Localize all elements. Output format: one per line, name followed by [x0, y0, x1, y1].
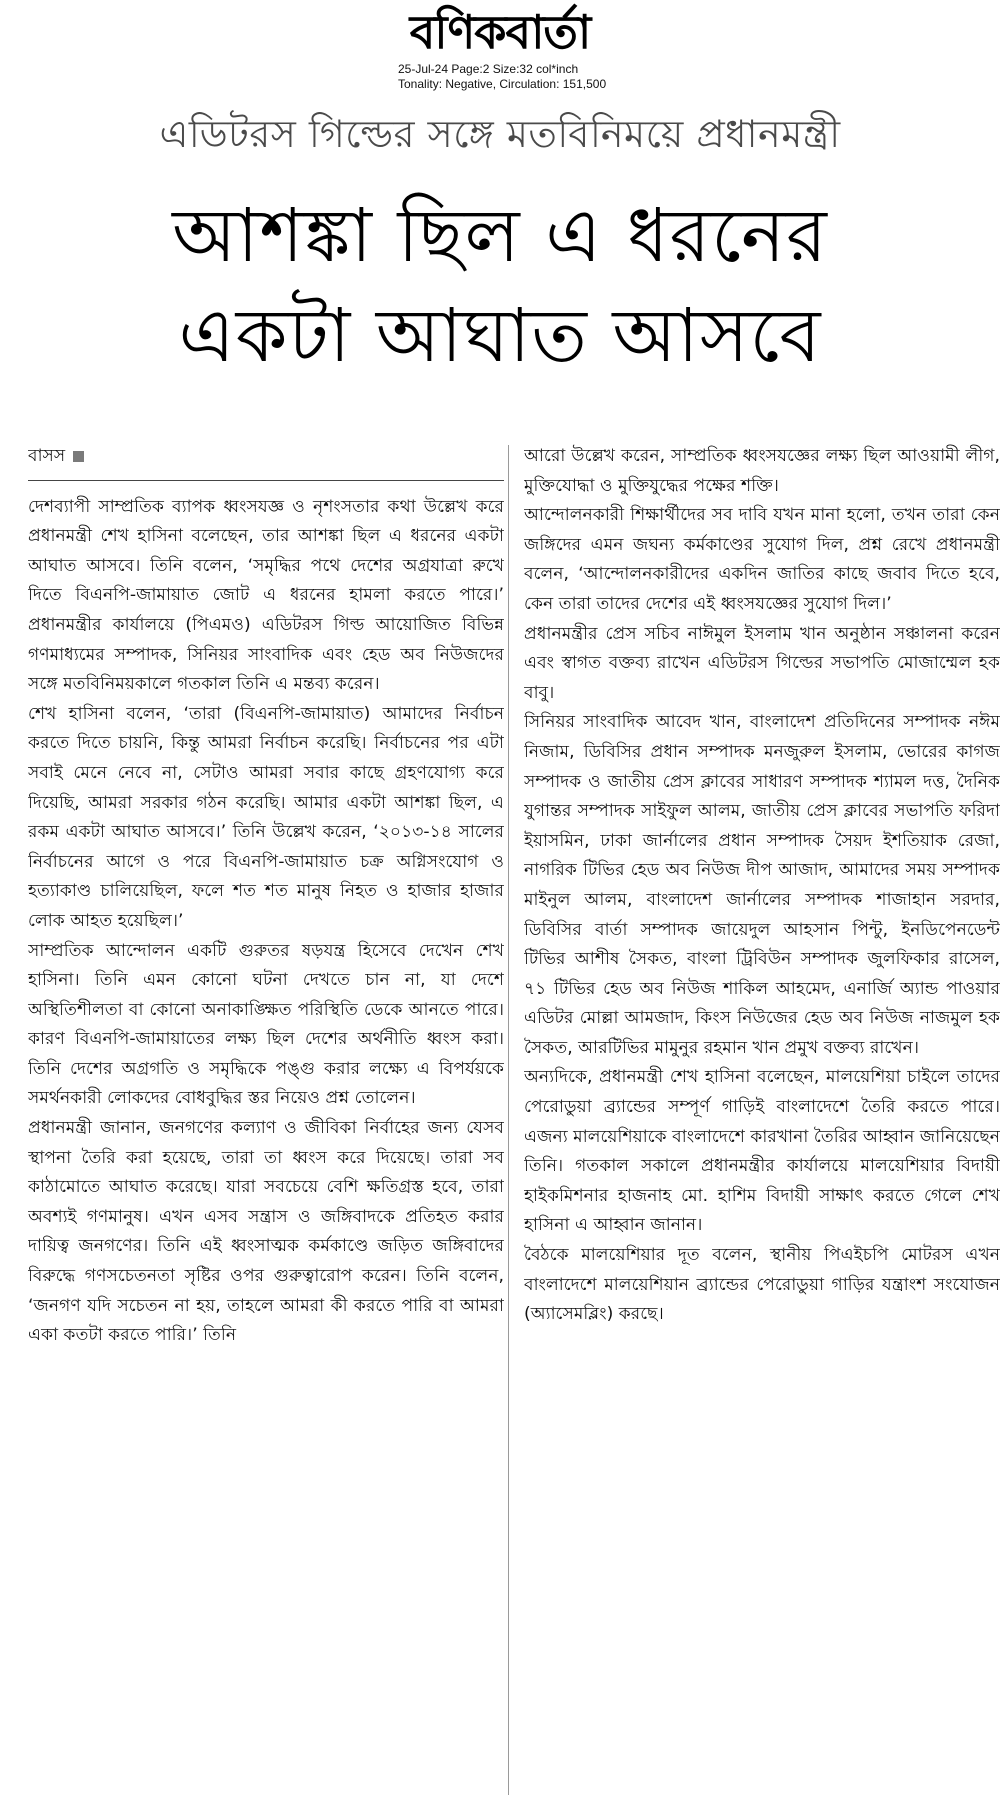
byline-rule — [28, 480, 504, 481]
right-paragraph-2: আন্দোলনকারী শিক্ষার্থীদের সব দাবি যখন মানা হলো, তখন তারা কেন জঙ্গিদের এমন জঘন্য কর্মকাণ্ডের সুযোগ দিল, প্রশ্ন রেখে প্রধানমন্ত্রী বলেন, ‘আন্দোলনকারীদের একদিন জাতির কাছে জবাব দিতে হবে, কেন তারা তাদের দেশের এই ধ্বংসযজ্ঞের সুযোগ দিল।’ — [524, 505, 1000, 614]
right-paragraph-4: সিনিয়র সাংবাদিক আবেদ খান, বাংলাদেশ প্রতিদিনের সম্পাদক নঈম নিজাম, ডিবিসির প্রধান সম্পাদক মনজুরুল ইসলাম, ভোরের কাগজ সম্পাদক ও জাতীয় প্রেস ক্লাবের সাধারণ সম্পাদক শ্যামল দত্ত, দৈনিক যুগান্তর সম্পাদক সাইফুল আলম, জাতীয় প্রেস ক্লাবের সভাপতি ফরিদা ইয়াসমিন, ঢাকা জার্নালের প্রধান সম্পাদক সৈয়দ ইশতিয়াক রেজা, নাগরিক টিভির হেড অব নিউজ দীপ আজাদ, আমাদের সময় সম্পাদক মাইনুল আলম, বাংলাদেশ জার্নালের সম্পাদক শাজাহান সরদার, ডিবিসির বার্তা সম্পাদক জায়েদুল আহসান পিন্টু, ইনডিপেনডেন্ট টিভির আশীষ সৈকত, বাংলা ট্রিবিউন সম্পাদক জুলফিকার রাসেল, ৭১ টিভির হেড অব নিউজ শাকিল আহমেদ, এনার্জি অ্যান্ড পাওয়ার এডিটর মোল্লা আমজাদ, কিংস নিউজের হেড অব নিউজ নাজমুল হক সৈকত, আরটিভির মামুনুর রহমান খান প্রমুখ বক্তব্য রাখেন। — [524, 712, 1000, 1058]
byline — [28, 442, 504, 472]
clipping-meta-page-size: 25-Jul-24 Page:2 Size:32 col*inch — [398, 62, 579, 76]
left-paragraph-3: সাম্প্রতিক আন্দোলন একটি গুরুতর ষড়যন্ত্র হিসেবে দেখেন শেখ হাসিনা। তিনি এমন কোনো ঘটনা দেখতে চান না, যা দেশে অস্থিতিশীলতা বা কোনো অনাকাঙ্ক্ষিত পরিস্থিতি ডেকে আনতে পারে। কারণ বিএনপি-জামায়াতের লক্ষ্য ছিল দেশের অর্থনীতি ধ্বংস করা। তিনি দেশের অগ্রগতি ও সমৃদ্ধিকে পঙ্গু করার লক্ষ্যে এ বিপর্যয়কে সমর্থনকারী লোকদের বোধবুদ্ধির স্তর নিয়েও প্রশ্ন তোলেন। — [28, 940, 504, 1109]
right-paragraph-3: প্রধানমন্ত্রীর প্রেস সচিব নাঈমুল ইসলাম খান অনুষ্ঠান সঞ্চালনা করেন এবং স্বাগত বক্তব্য রাখেন এডিটরস গিল্ডের সভাপতি মোজাম্মেল হক বাবু। — [524, 623, 1000, 703]
right-paragraph-1: আরো উল্লেখ করেন, সাম্প্রতিক ধ্বংসযজ্ঞের লক্ষ্য ছিল আওয়ামী লীগ, মুক্তিযোদ্ধা ও মুক্তিযুদ্ধের পক্ষের শক্তি। — [524, 446, 1000, 496]
right-paragraph-5: অন্যদিকে, প্রধানমন্ত্রী শেখ হাসিনা বলেছেন, মালয়েশিয়া চাইলে তাদের পেরোডুয়া ব্র্যান্ডের সম্পূর্ণ গাড়িই বাংলাদেশে তৈরি করতে পারে। এজন্য মালয়েশিয়াকে বাংলাদেশে কারখানা তৈরির আহ্বান জানিয়েছেন তিনি। গতকাল সকালে প্রধানমন্ত্রীর কার্যালয়ে মালয়েশিয়ার বিদায়ী হাইকমিশনার হাজনাহ মো. হাশিম বিদায়ী সাক্ষাৎ করতে গেলে শেখ হাসিনা এ আহ্বান জানান। — [524, 1067, 1000, 1236]
article-kicker: এডিটরস গিল্ডের সঙ্গে মতবিনিময়ে প্রধানমন্ত্রী — [159, 112, 841, 156]
article-headline — [0, 186, 1000, 386]
article-column-left — [28, 442, 504, 1802]
clipping-meta-tonality: Tonality: Negative, Circulation: 151,500 — [398, 77, 607, 91]
article-column-right — [524, 442, 1000, 1802]
column-divider — [508, 445, 509, 1795]
left-paragraph-4: প্রধানমন্ত্রী জানান, জনগণের কল্যাণ ও জীবিকা নির্বাহের জন্য যেসব স্থাপনা তৈরি করা হয়েছে, তারা তা ধ্বংস করে দিয়েছে। তারা সব কাঠামোতে আঘাত করেছে। যারা সবচেয়ে বেশি ক্ষতিগ্রস্ত হবে, তারা অবশ্যই গণমানুষ। এখন এসব সন্ত্রাস ও জঙ্গিবাদকে প্রতিহত করার দায়িত্ব জনগণের। তিনি এই ধ্বংসাত্মক কর্মকাণ্ডে জড়িত জঙ্গিবাদের বিরুদ্ধে গণসচেতনতা সৃষ্টির ওপর গুরুত্বারোপ করেন। তিনি বলেন, ‘জনগণ যদি সচেতন না হয়, তাহলে আমরা কী করতে পারি বা আমরা একা কতটা করতে পারি।’ তিনি — [28, 1118, 504, 1346]
headline-line-1: আশঙ্কা ছিল এ ধরনের — [172, 193, 828, 279]
left-paragraph-1: দেশব্যাপী সাম্প্রতিক ব্যাপক ধ্বংসযজ্ঞ ও নৃশংসতার কথা উল্লেখ করে প্রধানমন্ত্রী শেখ হাসিনা বলেছেন, তার আশঙ্কা ছিল এ ধরনের একটা আঘাত আসবে। তিনি বলেন, ‘সমৃদ্ধির পথে দেশের অগ্রযাত্রা রুখে দিতে বিএনপি-জামায়াত জোট এ ধরনের হামলা করতে পারে।’ প্রধানমন্ত্রীর কার্যালয়ে (পিএমও) এডিটরস গিল্ড আয়োজিত বিভিন্ন গণমাধ্যমের সম্পাদক, সিনিয়র সাংবাদিক এবং হেড অব নিউজদের সঙ্গে মতবিনিময়কালে গতকাল তিনি এ মন্তব্য করেন। — [28, 496, 504, 695]
byline-source: বাসস — [28, 446, 66, 466]
headline-line-2: একটা আঘাত আসবে — [178, 293, 822, 379]
newspaper-logo: বণিকবার্তা — [409, 5, 591, 59]
byline-square-icon — [73, 451, 84, 462]
left-paragraph-2: শেখ হাসিনা বলেন, ‘তারা (বিএনপি-জামায়াত) আমাদের নির্বাচন করতে দিতে চায়নি, কিন্তু আমরা নির্বাচন করেছি। নির্বাচনের পর এটা সবাই মেনে নেবে না, সেটাও আমরা সবার কাছে গ্রহণযোগ্য করে দিয়েছি, আমরা সরকার গঠন করেছি। আমার একটা আশঙ্কা ছিল, এ রকম একটা আঘাত আসবে।’ তিনি উল্লেখ করেন, ‘২০১৩-১৪ সালের নির্বাচনের আগে ও পরে বিএনপি-জামায়াত চক্র অগ্নিসংযোগ ও হত্যাকাণ্ড চালিয়েছিল, ফলে শত শত মানুষ নিহত ও হাজার হাজার লোক আহত হয়েছিল।’ — [28, 703, 504, 931]
masthead — [0, 0, 1000, 100]
right-paragraph-6: বৈঠকে মালয়েশিয়ার দূত বলেন, স্থানীয় পিএইচপি মোটরস এখন বাংলাদেশে মালয়েশিয়ান ব্র্যান্ডের পেরোডুয়া গাড়ির যন্ত্রাংশ সংযোজন (অ্যাসেমব্লিং) করছে। — [524, 1245, 1000, 1325]
